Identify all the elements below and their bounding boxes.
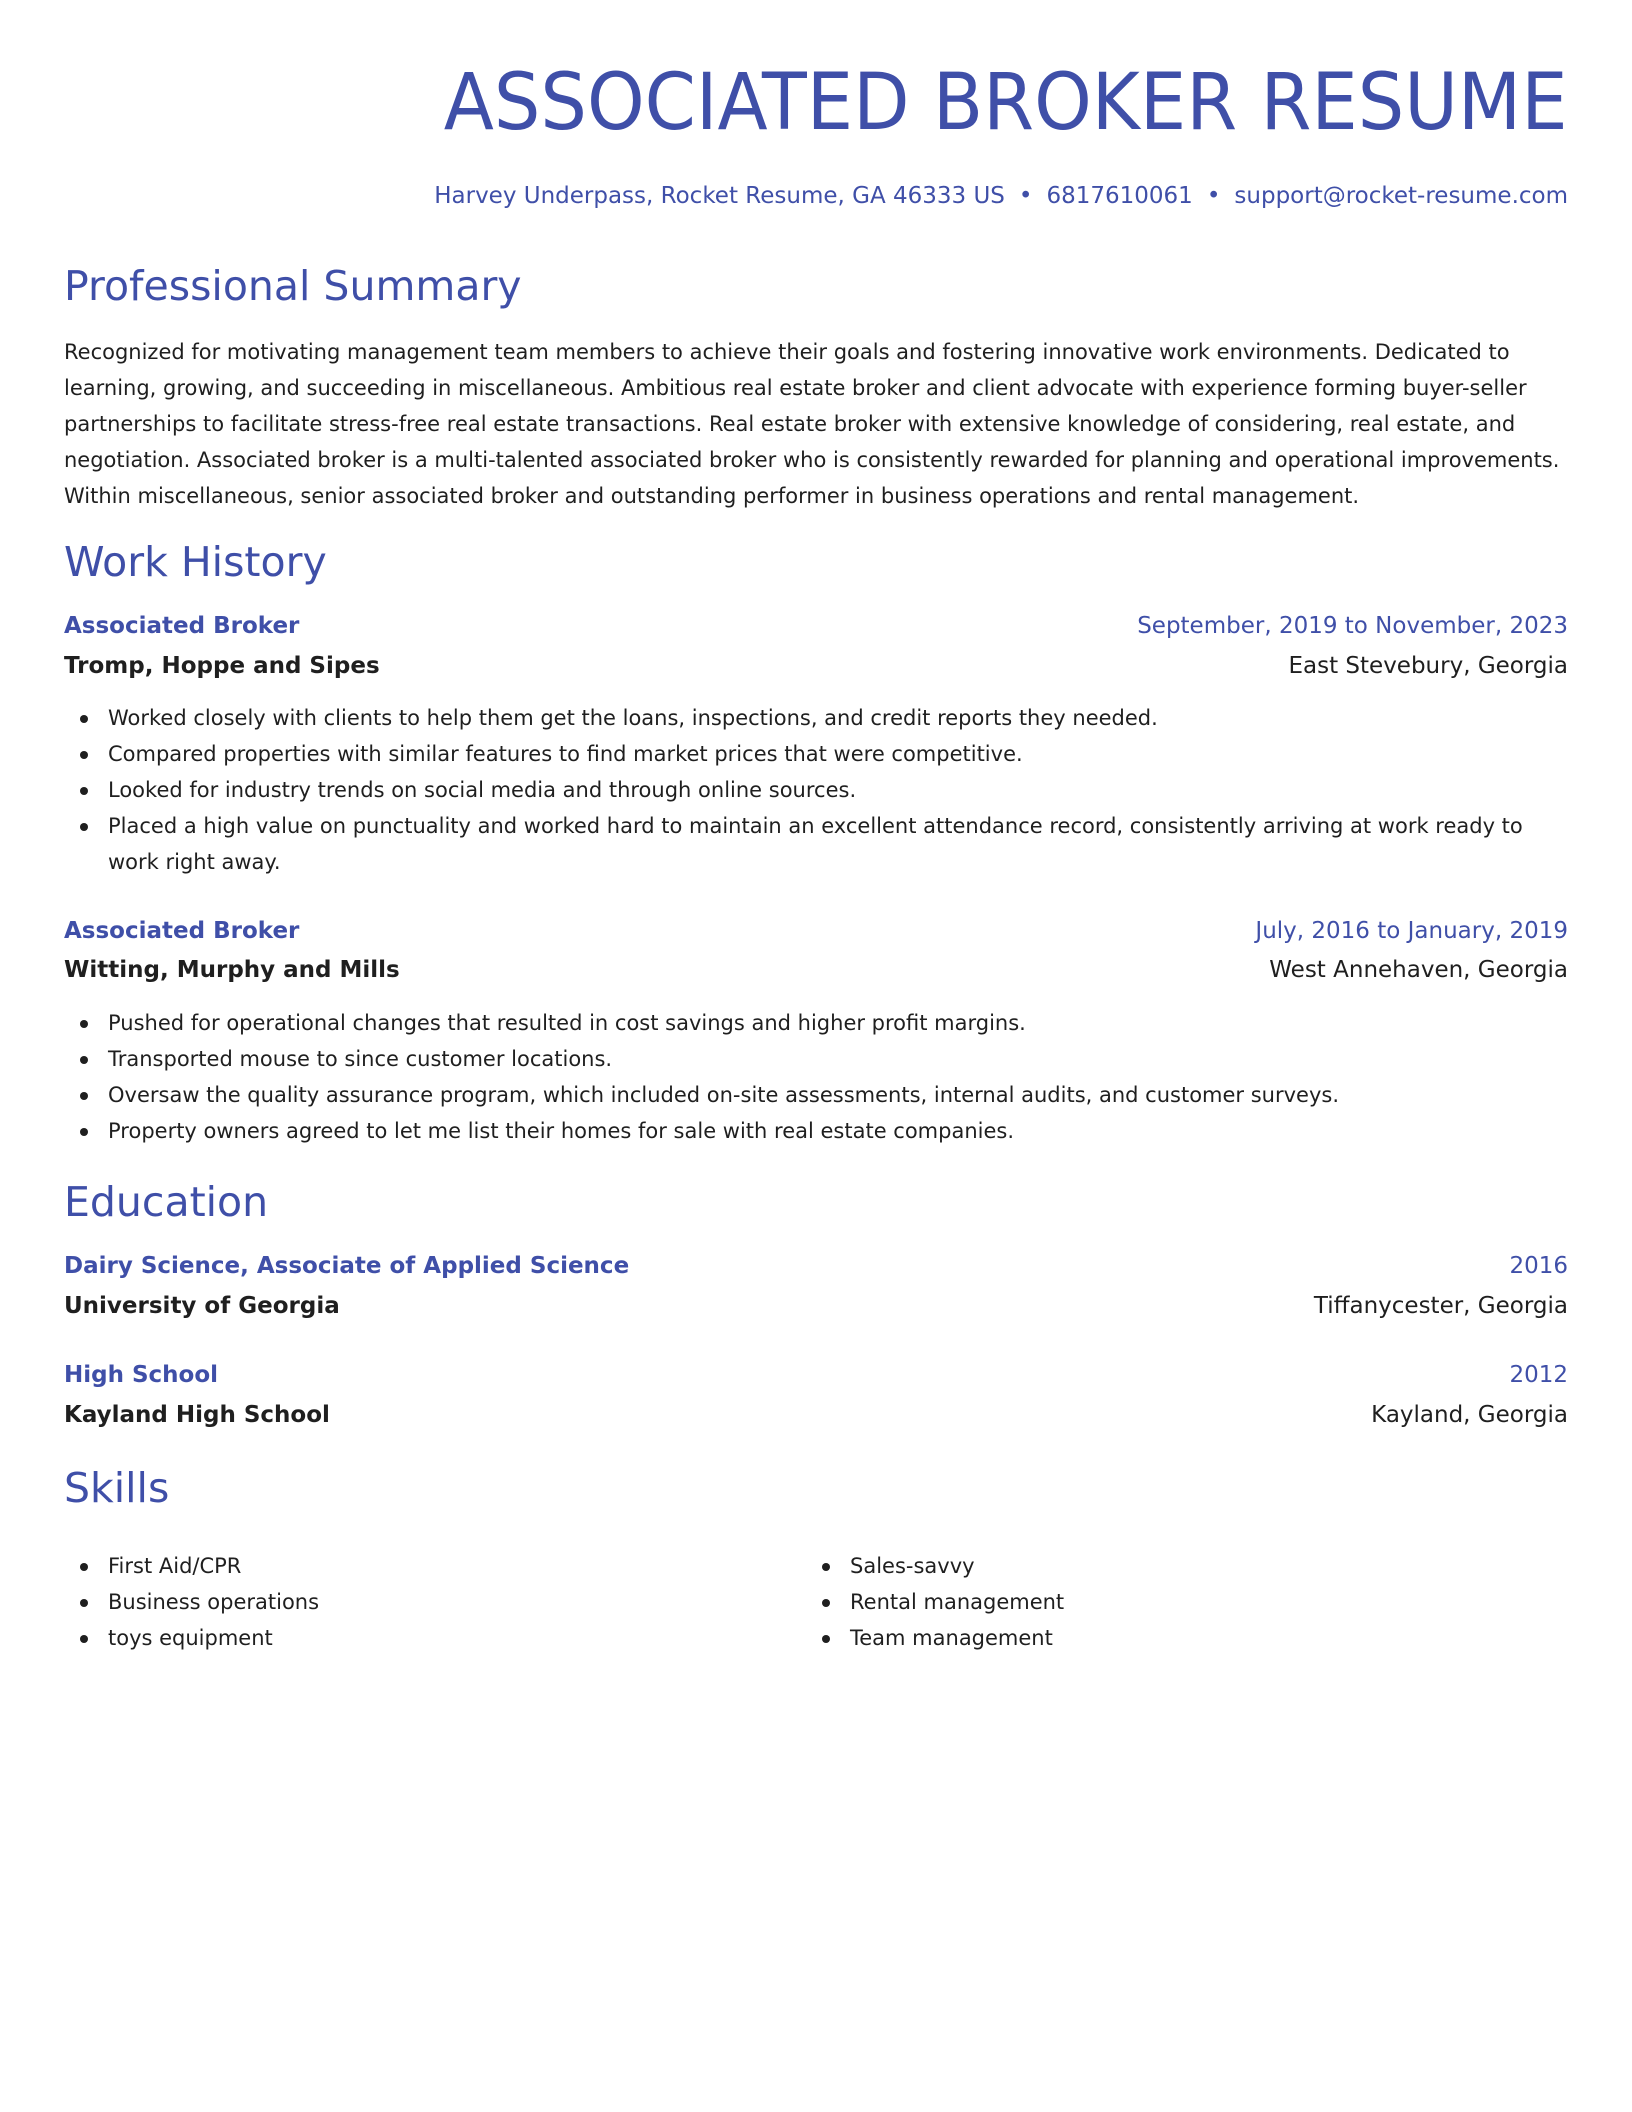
education-degree-row (64, 1249, 1568, 1283)
skills-heading: Skills (64, 1464, 170, 1512)
education-heading: Education (64, 1178, 269, 1226)
job-title: Associated Broker (64, 613, 300, 639)
job-title-row (64, 609, 1568, 643)
contact-email: support@rocket-resume.com (1234, 183, 1568, 209)
skill-item: Team management (806, 1620, 1064, 1656)
job-title: Associated Broker (64, 918, 300, 944)
job-company-row (64, 953, 1568, 987)
job-bullet: Property owners agreed to let me list their homes for sale with real estate companies. (64, 1113, 1568, 1149)
summary-heading: Professional Summary (64, 262, 522, 310)
contact-separator: • (1206, 183, 1221, 209)
job-bullet: Looked for industry trends on social media and through online sources. (64, 772, 1568, 808)
education-school: University of Georgia (64, 1293, 340, 1319)
work-history-heading: Work History (64, 538, 327, 586)
education-degree: High School (64, 1362, 219, 1388)
job-bullet-list (64, 700, 1568, 880)
summary-text: Recognized for motivating management team members to achieve their goals and fostering innovative work environments. Dedicated to learning, growing, and succeeding in miscellaneous. Ambitious real estate broker and client advocate with experience forming buyer-seller partnerships to facilitate stress-free real estate transactions. Real estate broker with extensive knowledge of considering, real estate, and negotiation. Associated broker is a multi-talented associated broker who is consistently rewarded for planning and operational improvements. Within miscellaneous, senior associated broker and outstanding performer in business operations and rental management. (64, 340, 1560, 508)
resume-name-heading: ASSOCIATED BROKER RESUME (444, 58, 1568, 148)
job-company: Witting, Murphy and Mills (64, 957, 400, 983)
education-degree-row (64, 1358, 1568, 1392)
contact-separator: • (1018, 183, 1033, 209)
job-dates: July, 2016 to January, 2019 (1255, 918, 1568, 944)
job-bullet: Oversaw the quality assurance program, which included on-site assessments, internal audits, and customer surveys. (64, 1077, 1568, 1113)
skills-list-left (64, 1548, 319, 1656)
skill-item: First Aid/CPR (64, 1548, 319, 1584)
contact-line (434, 180, 1568, 212)
skills-list-right (806, 1548, 1064, 1656)
skill-item: Business operations (64, 1584, 319, 1620)
skill-item: Sales-savvy (806, 1548, 1064, 1584)
job-bullet: Pushed for operational changes that resulted in cost savings and higher profit margins. (64, 1005, 1568, 1041)
education-degree: Dairy Science, Associate of Applied Science (64, 1253, 630, 1279)
education-school: Kayland High School (64, 1402, 330, 1428)
skill-item: toys equipment (64, 1620, 319, 1656)
education-location: Kayland, Georgia (1371, 1402, 1568, 1428)
skill-item: Rental management (806, 1584, 1064, 1620)
job-location: West Annehaven, Georgia (1269, 957, 1568, 983)
job-company: Tromp, Hoppe and Sipes (64, 653, 380, 679)
education-location: Tiffanycester, Georgia (1313, 1293, 1568, 1319)
contact-phone: 6817610061 (1046, 183, 1193, 209)
job-bullet: Transported mouse to since customer locations. (64, 1041, 1568, 1077)
education-school-row (64, 1289, 1568, 1323)
resume-page (64, 0, 1568, 2112)
education-school-row (64, 1398, 1568, 1432)
job-bullet-list (64, 1005, 1568, 1149)
job-bullet: Placed a high value on punctuality and worked hard to maintain an excellent attendance record, consistently arriving at work ready to work right away. (64, 808, 1568, 880)
job-location: East Stevebury, Georgia (1288, 653, 1568, 679)
education-year: 2016 (1509, 1253, 1568, 1279)
job-dates: September, 2019 to November, 2023 (1137, 613, 1568, 639)
contact-address: Harvey Underpass, Rocket Resume, GA 46333 US (434, 183, 1005, 209)
education-year: 2012 (1509, 1362, 1568, 1388)
job-bullet: Worked closely with clients to help them get the loans, inspections, and credit reports they needed. (64, 700, 1568, 736)
job-bullet: Compared properties with similar features to find market prices that were competitive. (64, 736, 1568, 772)
job-company-row (64, 649, 1568, 683)
job-title-row (64, 914, 1568, 948)
